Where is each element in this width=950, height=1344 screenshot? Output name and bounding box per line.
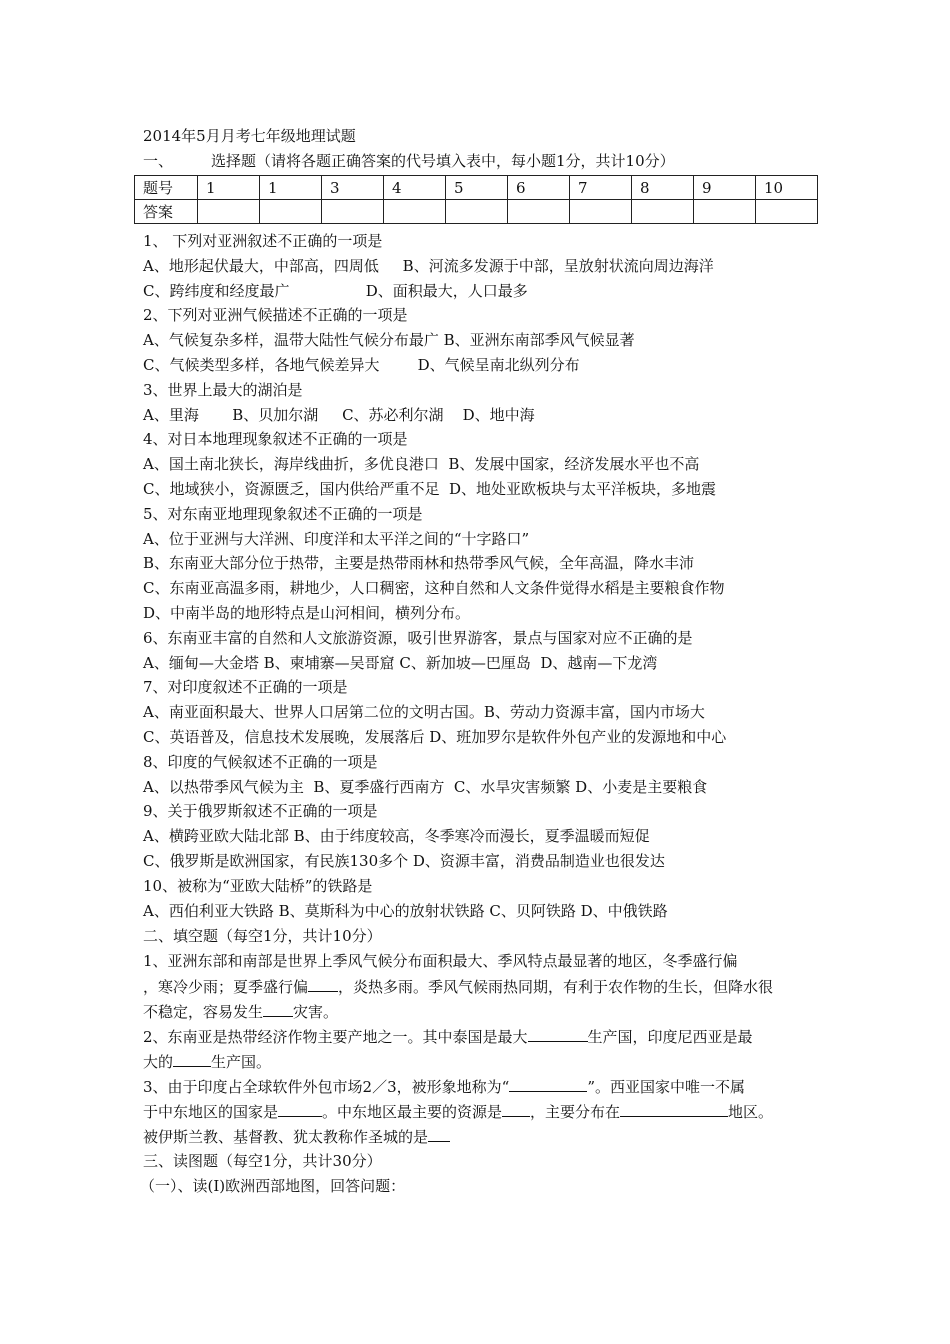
question-line: D、中南半岛的地形特点是山河相间，横列分布。 — [143, 604, 471, 622]
question-line: A、里海 B、贝加尔湖 C、苏必利尔湖 D、地中海 — [143, 406, 535, 424]
fill-blank[interactable] — [528, 1026, 588, 1042]
answer-cell[interactable] — [756, 200, 818, 224]
fill-text: 生产国。 — [211, 1053, 272, 1071]
question-line: C、地域狭小，资源匮乏，国内供给严重不足 D、地处亚欧板块与太平洋板块，多地震 — [143, 480, 717, 498]
question-line: 3、世界上最大的湖泊是 — [143, 381, 303, 399]
question-line: A、国土南北狭长，海岸线曲折，多优良港口 B、发展中国家，经济发展水平也不高 — [143, 455, 700, 473]
exam-title: 2014年5月月考七年级地理试题 — [143, 127, 356, 145]
fill-q3-line2 — [143, 1101, 823, 1121]
fill-blank[interactable] — [502, 1101, 530, 1117]
section-1-title: 选择题（请将各题正确答案的代号填入表中，每小题1分，共计10分） — [211, 152, 675, 170]
fill-text: 灾害。 — [293, 1003, 339, 1021]
question-line: A、地形起伏最大，中部高，四周低 B、河流多发源于中部，呈放射状流向周边海洋 — [143, 257, 714, 275]
question-line: A、横跨亚欧大陆北部 B、由于纬度较高，冬季寒冷而漫长，夏季温暖而短促 — [143, 827, 650, 845]
fill-blank[interactable] — [509, 1076, 587, 1092]
fill-text: 被伊斯兰教、基督教、犹太教称作圣城的是 — [143, 1128, 429, 1146]
question-line: 10、被称为“亚欧大陆桥”的铁路是 — [143, 877, 373, 895]
question-line: 5、对东南亚地理现象叙述不正确的一项是 — [143, 505, 423, 523]
fill-q3-line3 — [143, 1126, 823, 1146]
question-line: A、气候复杂多样，温带大陆性气候分布最广 B、亚洲东南部季风气候显著 — [143, 331, 635, 349]
section-1-heading — [143, 151, 823, 171]
fill-blank[interactable] — [620, 1101, 728, 1117]
fill-blank[interactable] — [278, 1101, 322, 1117]
question-line: A、以热带季风气候为主 B、夏季盛行西南方 C、水旱灾害频繁 D、小麦是主要粮食 — [143, 778, 708, 796]
section-3-subheading: （一）、读(Ⅰ)欧洲西部地图，回答问题： — [140, 1177, 406, 1195]
answer-table-number: 1 — [260, 176, 322, 200]
fill-text: 于中东地区的国家是 — [143, 1103, 279, 1121]
answer-table-number: 4 — [384, 176, 446, 200]
answer-table-answer-label: 答案 — [135, 200, 198, 224]
fill-q1-line3 — [143, 1001, 823, 1021]
question-line: C、东南亚高温多雨，耕地少，人口稠密，这种自然和人文条件觉得水稻是主要粮食作物 — [143, 579, 725, 597]
answer-table — [134, 175, 818, 224]
fill-blank[interactable] — [173, 1051, 211, 1067]
answer-table-number: 3 — [322, 176, 384, 200]
answer-cell[interactable] — [198, 200, 260, 224]
fill-text: 地区。 — [728, 1103, 774, 1121]
fill-text: ，寒冷少雨；夏季盛行偏 — [143, 978, 309, 996]
answer-table-number-label: 题号 — [135, 176, 198, 200]
answer-cell[interactable] — [322, 200, 384, 224]
answer-cell[interactable] — [632, 200, 694, 224]
answer-table-number-row — [135, 176, 818, 200]
section-2-heading: 二、填空题（每空1分，共计10分） — [143, 927, 382, 945]
fill-q3-line1 — [143, 1076, 823, 1096]
question-line: 6、东南亚丰富的自然和人文旅游资源，吸引世界游客，景点与国家对应不正确的是 — [143, 629, 693, 647]
fill-text: 不稳定，容易发生 — [143, 1003, 264, 1021]
question-line: A、缅甸—大金塔 B、柬埔寨—吴哥窟 C、新加坡—巴厘岛 D、越南—下龙湾 — [143, 654, 658, 672]
question-line: 4、对日本地理现象叙述不正确的一项是 — [143, 430, 408, 448]
answer-cell[interactable] — [446, 200, 508, 224]
question-line: 7、对印度叙述不正确的一项是 — [143, 678, 348, 696]
answer-table-number: 6 — [508, 176, 570, 200]
question-line: A、西伯利亚大铁路 B、莫斯科为中心的放射状铁路 C、贝阿铁路 D、中俄铁路 — [143, 902, 668, 920]
answer-cell[interactable] — [508, 200, 570, 224]
question-line: C、气候类型多样，各地气候差异大 D、气候呈南北纵列分布 — [143, 356, 580, 374]
answer-cell[interactable] — [384, 200, 446, 224]
answer-table-number: 10 — [756, 176, 818, 200]
answer-table-number: 5 — [446, 176, 508, 200]
fill-q2-line1 — [143, 1026, 823, 1046]
answer-table-answer-row — [135, 200, 818, 224]
fill-blank[interactable] — [263, 1001, 293, 1017]
fill-q1-line2 — [143, 976, 823, 996]
fill-text: 大的 — [143, 1053, 174, 1071]
fill-q1-line1: 1、亚洲东部和南部是世界上季风气候分布面积最大、季风特点最显著的地区，冬季盛行偏 — [143, 952, 738, 970]
answer-cell[interactable] — [570, 200, 632, 224]
fill-text: 。中东地区最主要的资源是 — [322, 1103, 503, 1121]
answer-table-number: 7 — [570, 176, 632, 200]
fill-text: 3、由于印度占全球软件外包市场2／3，被形象地称为“ — [143, 1078, 510, 1096]
fill-text: 2、东南亚是热带经济作物主要产地之一。其中泰国是最大 — [143, 1028, 528, 1046]
answer-table-number: 9 — [694, 176, 756, 200]
fill-blank[interactable] — [428, 1126, 450, 1142]
section-3-heading: 三、读图题（每空1分，共计30分） — [143, 1152, 382, 1170]
question-line: B、东南亚大部分位于热带，主要是热带雨林和热带季风气候，全年高温，降水丰沛 — [143, 554, 695, 572]
answer-table-number: 1 — [198, 176, 260, 200]
fill-text: ”。西亚国家中唯一不属 — [587, 1078, 745, 1096]
fill-blank[interactable] — [308, 976, 338, 992]
question-line: 9、关于俄罗斯叙述不正确的一项是 — [143, 802, 378, 820]
section-1-number: 一、 — [143, 152, 174, 170]
answer-table-number: 8 — [632, 176, 694, 200]
question-line: 2、下列对亚洲气候描述不正确的一项是 — [143, 306, 408, 324]
question-line: C、跨纬度和经度最广 D、面积最大，人口最多 — [143, 282, 528, 300]
question-line: A、位于亚洲与大洋洲、印度洋和太平洋之间的“十字路口” — [143, 530, 530, 548]
question-line: C、英语普及，信息技术发展晚，发展落后 D、班加罗尔是软件外包产业的发源地和中心 — [143, 728, 727, 746]
question-line: A、南亚面积最大、世界人口居第二位的文明古国。B、劳动力资源丰富，国内市场大 — [143, 703, 705, 721]
answer-cell[interactable] — [260, 200, 322, 224]
fill-text: ，主要分布在 — [530, 1103, 621, 1121]
question-line: C、俄罗斯是欧洲国家，有民族130多个 D、资源丰富，消费品制造业也很发达 — [143, 852, 665, 870]
fill-q2-line2 — [143, 1051, 823, 1071]
question-line: 1、 下列对亚洲叙述不正确的一项是 — [143, 232, 383, 250]
question-line: 8、印度的气候叙述不正确的一项是 — [143, 753, 378, 771]
answer-cell[interactable] — [694, 200, 756, 224]
fill-text: 生产国，印度尼西亚是最 — [587, 1028, 753, 1046]
fill-text: ，炎热多雨。季风气候雨热同期，有利于农作物的生长，但降水很 — [338, 978, 774, 996]
